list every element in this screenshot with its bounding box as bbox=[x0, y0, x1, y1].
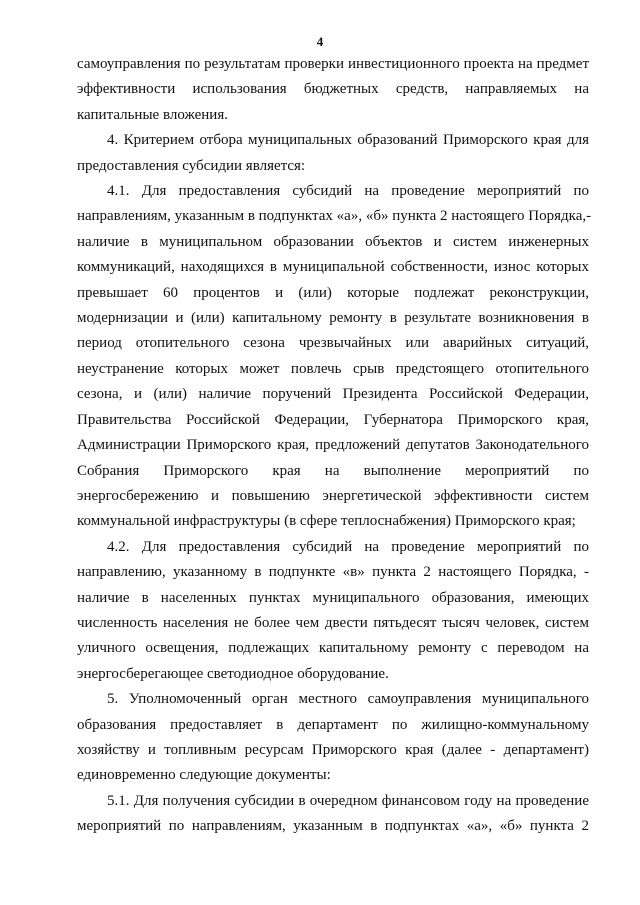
text-line: превышает 60 процентов и (или) которые подлежат реконструкции, bbox=[77, 284, 589, 301]
text-line: направлению, указанному в подпункте «в» пункта 2 настоящего Порядка, - bbox=[77, 564, 589, 581]
text-line: хозяйству и топливным ресурсам Приморского края (далее - департамент) bbox=[77, 741, 589, 758]
text-line: модернизации и (или) капитальному ремонту в результате возникновения в bbox=[77, 310, 589, 327]
document-body bbox=[77, 52, 592, 840]
text-line: капитальные вложения. bbox=[77, 106, 228, 123]
text-line: неустранение которых может повлечь срыв предстоящего отопительного bbox=[77, 360, 589, 377]
text-line: уличного освещения, подлежащих капитальному ремонту с переводом на bbox=[77, 640, 589, 657]
text-line: наличие в населенных пунктах муниципального образования, имеющих bbox=[77, 589, 589, 606]
text-line: направлениям, указанным в подпунктах «а», «б» пункта 2 настоящего Порядка,- bbox=[77, 208, 592, 225]
text-line: энергосбережению и повышению энергетической эффективности систем bbox=[77, 487, 589, 504]
text-line: коммунальной инфраструктуры (в сфере теплоснабжения) Приморского края; bbox=[77, 513, 576, 530]
text-line: 4.2. Для предоставления субсидий на проведение мероприятий по bbox=[107, 538, 589, 555]
text-line: численность населения не более чем двести пятьдесят тысяч человек, систем bbox=[77, 614, 589, 631]
text-line: предоставления субсидии является: bbox=[77, 157, 306, 174]
text-line: период отопительного сезона чрезвычайных или аварийных ситуаций, bbox=[77, 335, 589, 352]
text-line: единовременно следующие документы: bbox=[77, 767, 331, 784]
text-line: коммуникаций, находящихся в муниципальной собственности, износ которых bbox=[77, 259, 589, 276]
text-line: самоуправления по результатам проверки инвестиционного проекта на предмет bbox=[77, 56, 589, 72]
text-line: 5. Уполномоченный орган местного самоуправления муниципального bbox=[107, 691, 589, 708]
text-line: 4. Критерием отбора муниципальных образований Приморского края для bbox=[107, 132, 589, 149]
text-line: мероприятий по направлениям, указанным в подпунктах «а», «б» пункта 2 bbox=[77, 818, 589, 835]
text-line: наличие в муниципальном образовании объектов и систем инженерных bbox=[77, 233, 589, 250]
text-line: 5.1. Для получения субсидии в очередном финансовом году на проведение bbox=[107, 792, 589, 809]
text-line: 4.1. Для предоставления субсидий на проведение мероприятий по bbox=[107, 183, 589, 200]
text-line: Администрации Приморского края, предложений депутатов Законодательного bbox=[77, 437, 589, 454]
text-line: образования предоставляет в департамент по жилищно-коммунальному bbox=[77, 716, 589, 733]
text-line: энергосберегающее светодиодное оборудование. bbox=[77, 665, 389, 682]
page-number: 4 bbox=[316, 34, 324, 49]
text-line: Правительства Российской Федерации, Губернатора Приморского края, bbox=[77, 411, 589, 428]
text-line: сезона, и (или) наличие поручений Президента Российской Федерации, bbox=[77, 386, 589, 403]
text-line: Собрания Приморского края на выполнение мероприятий по bbox=[77, 462, 589, 479]
text-line: эффективности использования бюджетных средств, направляемых на bbox=[77, 81, 589, 98]
